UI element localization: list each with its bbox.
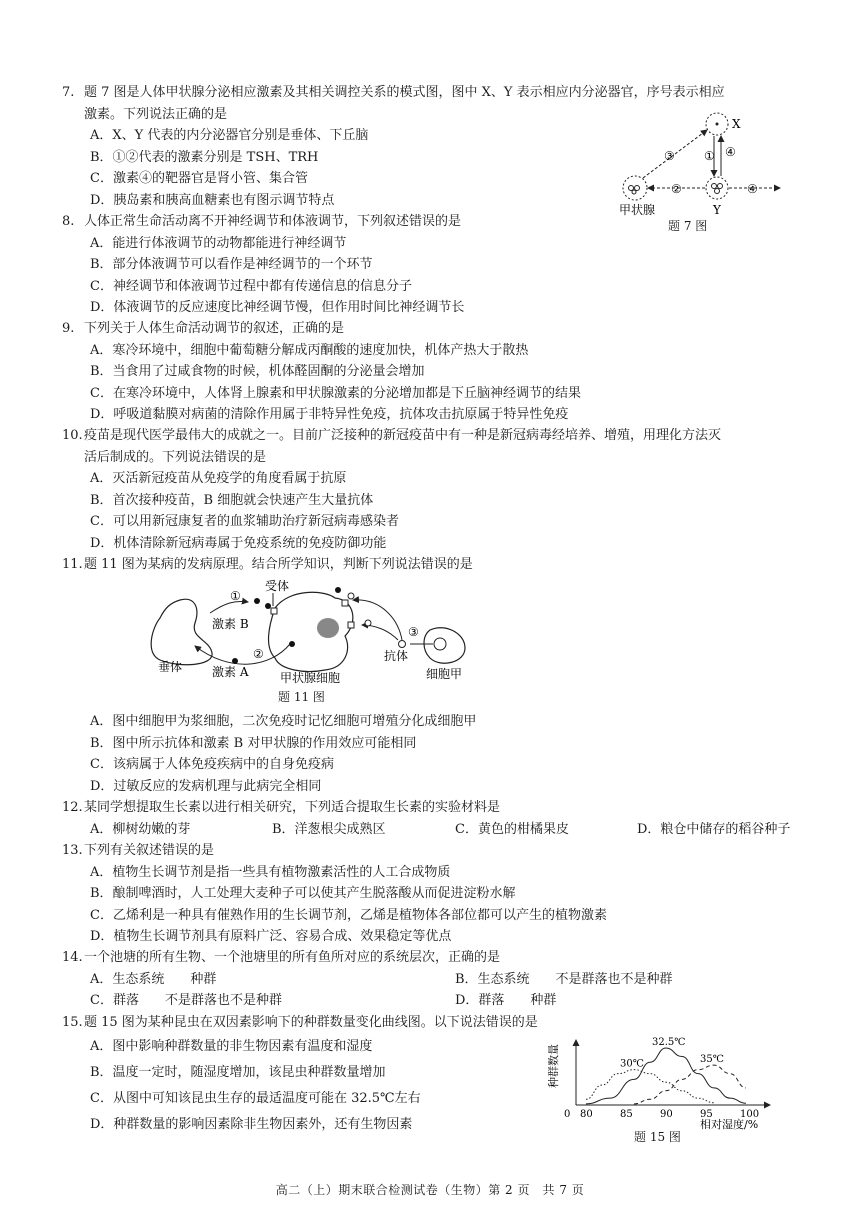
option-d[interactable]: D．种群数量的影响因素除非生物因素外，还有生物因素	[90, 1117, 413, 1132]
question-number: 11.	[62, 557, 83, 572]
y-axis-label: 种群数量	[548, 1044, 560, 1088]
option-a[interactable]: A．X、Y 代表的内分泌器官分别是垂体、下丘脑	[90, 128, 369, 143]
question-10	[62, 425, 812, 554]
option-d[interactable]: D．群落 种群	[455, 993, 557, 1008]
series-line	[586, 1070, 714, 1103]
label-hormone-b: 激素 B	[212, 617, 249, 631]
series-label: 35℃	[700, 1054, 724, 1066]
question-number: 8.	[62, 214, 75, 229]
figure-7-caption: 题 7 图	[668, 219, 708, 233]
option-d[interactable]: D．植物生长调节剂具有原料广泛、容易合成、效果稳定等优点	[90, 929, 452, 944]
option-c[interactable]: C．在寒冷环境中，人体肾上腺素和甲状腺激素的分泌增加都是下丘脑神经调节的结果	[90, 385, 581, 401]
receptor-top	[342, 600, 348, 606]
label-4b: ④	[747, 182, 758, 196]
option-c[interactable]: C．该病属于人体免疫疾病中的自身免疫病	[90, 757, 334, 772]
label-thyroid-cell: 甲状腺细胞	[280, 671, 341, 685]
option-d[interactable]: D．粮仓中储存的稻谷种子	[637, 821, 791, 837]
question-number: 9.	[62, 321, 75, 336]
label-1: ①	[704, 149, 715, 163]
option-a[interactable]: A．能进行体液调节的动物都能进行神经调节	[90, 235, 347, 251]
option-a[interactable]: A．图中细胞甲为浆细胞，二次免疫时记忆细胞可增殖分化成细胞甲	[90, 714, 477, 729]
stem-text: 下列关于人体生命活动调节的叙述，正确的是	[84, 321, 345, 336]
option-a[interactable]: A．图中影响种群数量的非生物因素有温度和湿度	[90, 1039, 373, 1054]
question-15	[62, 1012, 812, 1034]
pituitary-shape	[151, 599, 212, 665]
label-3: ③	[664, 149, 675, 163]
chart-15	[548, 1036, 798, 1131]
option-a[interactable]: A．生态系统 种群	[90, 971, 217, 987]
question-number: 13.	[62, 843, 83, 858]
option-c[interactable]: C．乙烯利是一种具有催熟作用的生长调节剂，乙烯是植物体各部位都可以产生的植物激素	[90, 907, 607, 923]
label-2: ②	[671, 182, 682, 196]
option-a[interactable]: A．柳树幼嫩的芽	[90, 821, 191, 837]
receptor-left	[271, 608, 277, 614]
option-c[interactable]: C．群落 不是群落也不是种群	[90, 993, 282, 1008]
label-pituitary: 垂体	[158, 660, 183, 674]
series-label: 30℃	[620, 1058, 644, 1070]
option-c[interactable]: C．从图中可知该昆虫生存的最适温度可能在 32.5℃左右	[90, 1091, 421, 1106]
option-a[interactable]: A．灭活新冠疫苗从免疫学的角度看属于抗原	[90, 471, 347, 486]
receptor-right	[348, 622, 354, 628]
label-4a: ④	[725, 145, 736, 159]
label-hormone-a: 激素 A	[212, 665, 249, 679]
stem-text: 某同学想提取生长素以进行相关研究，下列适合提取生长素的实验材料是	[84, 800, 501, 815]
question-number: 15.	[62, 1015, 83, 1030]
option-b[interactable]: B．部分体液调节可以看作是神经调节的一个环节	[90, 257, 373, 272]
question-number: 14.	[62, 950, 83, 965]
figure-15-caption: 题 15 图	[634, 1130, 681, 1144]
antibody-mark	[399, 641, 406, 648]
figure-7	[615, 108, 795, 228]
question-number: 10.	[62, 428, 83, 443]
label-2: ②	[253, 647, 264, 661]
option-b[interactable]: B．生态系统 不是群落也不是种群	[455, 971, 673, 987]
stem-text: 题 7 图是人体甲状腺分泌相应激素及其相关调控关系的模式图，图中 X、Y 表示相应内分泌器官，序号表示相应	[84, 85, 725, 100]
x-tick-label: 0	[564, 1109, 571, 1120]
stem-text: 人体正常生命活动离不开神经调节和体液调节，下列叙述错误的是	[84, 214, 462, 229]
question-13	[62, 840, 812, 948]
question-7-stem	[62, 82, 812, 104]
x-tick-label: 90	[660, 1109, 673, 1120]
option-a[interactable]: A．寒冷环境中，细胞中葡萄糖分解成丙酮酸的速度加快，机体产热大于散热	[90, 342, 529, 358]
nucleus	[317, 618, 339, 638]
option-d[interactable]: D．呼吸道黏膜对病菌的清除作用属于非特异性免疫，抗体攻击抗原属于特异性免疫	[90, 407, 569, 422]
x-axis-label: 相对湿度/%	[700, 1118, 759, 1131]
option-b[interactable]: B．当食用了过咸食物的时候，机体醛固酮的分泌量会增加	[90, 364, 425, 379]
stem-text: 题 15 图为某种昆虫在双因素影响下的种群数量变化曲线图。以下说法错误的是	[84, 1015, 538, 1030]
stem-text: 一个池塘的所有生物、一个池塘里的所有鱼所对应的系统层次，正确的是	[84, 950, 501, 965]
question-number: 7.	[62, 85, 75, 100]
series-label: 32.5℃	[652, 1037, 686, 1048]
question-14	[62, 947, 812, 1012]
stem-text-continued: 激素。下列说法正确的是	[84, 106, 228, 122]
option-d[interactable]: D．胰岛素和胰高血糖素也有图示调节特点	[90, 192, 335, 208]
option-c[interactable]: C．激素④的靶器官是肾小管、集合管	[90, 171, 308, 186]
option-c[interactable]: C．神经调节和体液调节过程中都有传递信息的信息分子	[90, 278, 412, 294]
option-c[interactable]: C．黄色的柑橘果皮	[455, 821, 569, 837]
label-3: ③	[408, 625, 419, 639]
option-b[interactable]: B．酿制啤酒时，人工处理大麦种子可以使其产生脱落酸从而促进淀粉水解	[90, 886, 516, 901]
stem-text: 下列有关叙述错误的是	[84, 843, 215, 858]
option-b[interactable]: B．①②代表的激素分别是 TSH、TRH	[90, 149, 319, 165]
label-antibody: 抗体	[384, 649, 409, 663]
figure-11-caption: 题 11 图	[278, 690, 325, 704]
stem-text: 题 11 图为某病的发病原理。结合所学知识，判断下列说法错误的是	[84, 557, 473, 572]
x-tick-label: 80	[580, 1109, 593, 1120]
question-11-options	[62, 711, 812, 797]
option-a[interactable]: A．植物生长调节剂是指一些具有植物激素活性的人工合成物质	[90, 864, 451, 880]
label-y: Y	[713, 203, 721, 217]
x-tick-label: 100	[740, 1109, 760, 1120]
option-d[interactable]: D．体液调节的反应速度比神经调节慢，但作用时间比神经调节长	[90, 300, 465, 315]
question-11	[62, 554, 812, 576]
figure-11	[140, 578, 480, 688]
question-8	[62, 211, 812, 319]
option-c[interactable]: C．可以用新冠康复者的血浆辅助治疗新冠病毒感染者	[90, 514, 399, 529]
option-b[interactable]: B．图中所示抗体和激素 B 对甲状腺的作用效应可能相同	[90, 735, 417, 751]
option-d[interactable]: D．机体清除新冠病毒属于免疫系统的免疫防御功能	[90, 535, 387, 551]
thyroid-cell-shape	[269, 592, 353, 671]
x-tick-label: 85	[620, 1109, 633, 1120]
label-cell-jia: 细胞甲	[426, 667, 463, 681]
option-d[interactable]: D．过敏反应的发病机理与此病完全相同	[90, 778, 322, 794]
figure-15	[548, 1036, 798, 1131]
stem-text: 疫苗是现代医学最伟大的成就之一。目前广泛接种的新冠疫苗中有一种是新冠病毒经培养、增殖，用理化方法灭	[84, 428, 722, 443]
option-b[interactable]: B．洋葱根尖成熟区	[272, 821, 386, 837]
option-b[interactable]: B．温度一定时，随湿度增加，该昆虫种群数量增加	[90, 1065, 386, 1080]
stem-text-continued: 活后制成的。下列说法错误的是	[84, 449, 267, 465]
label-thyroid: 甲状腺	[619, 203, 656, 217]
page-footer: 高二（上）期末联合检测试卷（生物）第 2 页 共 7 页	[275, 1183, 585, 1197]
question-9	[62, 318, 812, 426]
option-b[interactable]: B．首次接种疫苗，B 细胞就会快速产生大量抗体	[90, 492, 374, 508]
x-tick-label: 95	[700, 1109, 713, 1120]
question-12	[62, 797, 812, 840]
label-receptor: 受体	[265, 579, 290, 593]
label-1: ①	[230, 589, 241, 603]
question-number: 12.	[62, 800, 83, 815]
label-x: X	[732, 117, 741, 131]
